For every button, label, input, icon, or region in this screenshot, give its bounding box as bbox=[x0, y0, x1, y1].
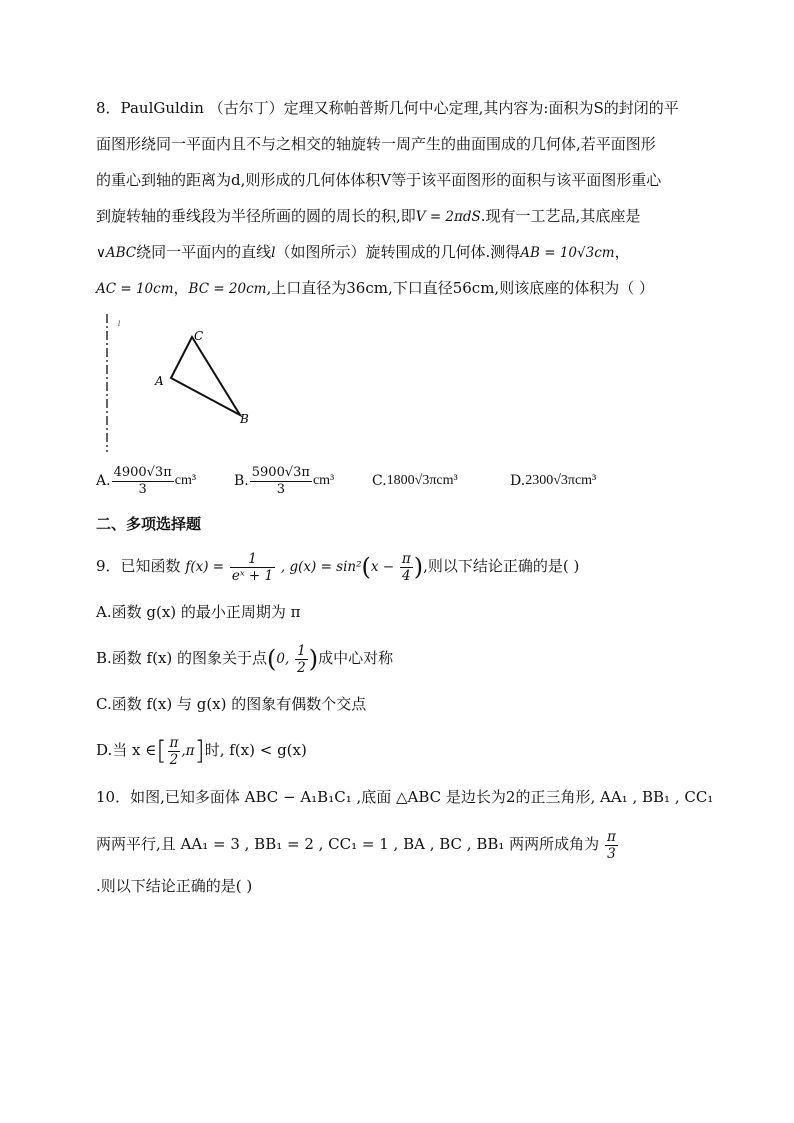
q8-line-6-text: ,上口直径为36cm,下口直径56cm,则该底座的体积为（ ） bbox=[266, 279, 654, 297]
option-b-prefix: B. bbox=[234, 473, 249, 489]
triangle-figure bbox=[96, 306, 296, 456]
q8-line-5-text-b: （如图所示）旋转围成的几何体.测得 bbox=[275, 243, 521, 261]
q8-line-3: 的重心到轴的距离为d,则形成的几何体体积V等于该平面图形的面积与该平面图形重心 bbox=[96, 171, 662, 189]
question-8 bbox=[96, 90, 706, 506]
q9-option-d-post: 时, f(x) < g(x) bbox=[204, 741, 307, 759]
q9-option-d-denominator: 2 bbox=[169, 751, 179, 768]
q8-line-1: 8．PaulGuldin （古尔丁）定理又称帕普斯几何中心定理,其内容为:面积为S的封闭的平 bbox=[96, 99, 679, 117]
q8-line-6-sep: ， bbox=[173, 279, 189, 297]
q10-angle-denominator: 3 bbox=[607, 845, 616, 862]
q9-option-d-open-bracket: [ bbox=[156, 736, 167, 766]
q8-options bbox=[96, 456, 706, 506]
q9-option-c[interactable]: C.函数 f(x) 与 g(x) 的图象有偶数个交点 bbox=[96, 695, 367, 713]
option-b-numerator: 5900√3π bbox=[251, 464, 310, 480]
option-a-unit: cm³ bbox=[174, 473, 197, 488]
q9-suffix: ,则以下结论正确的是( ) bbox=[423, 557, 580, 575]
q9-option-b[interactable] bbox=[96, 634, 706, 682]
q9-g-close-paren: ) bbox=[413, 553, 424, 581]
q9-g-denominator: 4 bbox=[402, 567, 411, 584]
option-d-value: 2300√3πcm³ bbox=[525, 473, 597, 488]
question-10 bbox=[96, 774, 714, 904]
q9-option-d-pre: D.当 x ∈ bbox=[96, 741, 157, 759]
vertex-label-a: A bbox=[155, 374, 164, 388]
q8-line-2: 面图形绕同一平面内且不与之相交的轴旋转一周产生的曲面围成的几何体,若平面图形 bbox=[96, 135, 656, 153]
ab-length: AB = 10√3cm bbox=[520, 245, 615, 261]
q9-f-lhs: f(x) = bbox=[185, 559, 225, 575]
q9-option-b-denominator: 2 bbox=[297, 659, 306, 676]
q9-option-b-post: 成中心对称 bbox=[318, 649, 394, 667]
axis-label-l: l bbox=[118, 320, 121, 328]
q9-option-a[interactable]: A.函数 g(x) 的最小正周期为 π bbox=[96, 603, 301, 621]
q9-option-d-fraction bbox=[168, 735, 181, 768]
q10-line-1: 10．如图,已知多面体 ABC − A₁B₁C₁ ,底面 △ABC 是边长为2的正三角形, AA₁ , BB₁ , CC₁ bbox=[96, 788, 714, 806]
q9-option-b-fraction bbox=[295, 643, 308, 676]
q10-line-2-text: 两两平行,且 AA₁ = 3 , BB₁ = 2 , CC₁ = 1 , BA , BC , BB₁ 两两所成角为 bbox=[96, 835, 600, 853]
q9-option-b-open-paren: ( bbox=[267, 645, 277, 673]
q8-line-4-text-a: 到旋转轴的垂线段为半径所画的圆的周长的积,即 bbox=[96, 207, 416, 225]
option-a-numerator: 4900√3π bbox=[113, 464, 172, 480]
q10-angle-fraction bbox=[605, 829, 618, 862]
triangle-diagram bbox=[96, 306, 296, 456]
volume-formula: V = 2πdS bbox=[415, 209, 481, 225]
q8-option-a[interactable] bbox=[96, 456, 196, 506]
section-title-multiple-choice: 二、多项选择题 bbox=[96, 515, 202, 533]
triangle-abc-symbol: ∨ABC bbox=[96, 245, 137, 261]
question-9 bbox=[96, 542, 706, 774]
q9-option-d-numerator: π bbox=[169, 734, 179, 751]
q8-option-c[interactable] bbox=[372, 456, 458, 506]
q9-f-fraction bbox=[230, 551, 275, 584]
q9-g-numerator: π bbox=[401, 550, 411, 567]
q9-g-lhs: , g(x) = sin² bbox=[280, 559, 362, 575]
q9-g-open-paren: ( bbox=[361, 553, 371, 581]
option-b-unit: cm³ bbox=[312, 473, 335, 488]
q8-line-5-text-c: ， bbox=[614, 243, 630, 261]
option-c-prefix: C. bbox=[372, 473, 387, 489]
q9-option-b-close-paren: ) bbox=[308, 645, 319, 673]
q9-option-b-numerator: 1 bbox=[297, 642, 306, 659]
q9-g-fraction bbox=[400, 551, 413, 584]
option-d-prefix: D. bbox=[510, 473, 526, 489]
option-a-prefix: A. bbox=[96, 473, 111, 489]
q9-g-inner: x − bbox=[370, 559, 395, 575]
q9-option-b-pre: B.函数 f(x) 的图象关于点 bbox=[96, 649, 268, 667]
option-a-denominator: 3 bbox=[138, 481, 147, 497]
q9-stem bbox=[96, 542, 706, 590]
line-l-symbol: l bbox=[271, 245, 276, 261]
bc-length: BC = 20cm bbox=[188, 281, 267, 297]
triangle-abc bbox=[171, 337, 240, 415]
vertex-label-c: C bbox=[194, 329, 204, 343]
q8-line-5-text-a: 绕同一平面内的直线 bbox=[136, 243, 272, 261]
q10-line-2 bbox=[96, 820, 706, 868]
question-page bbox=[96, 90, 714, 904]
q9-option-d-mid: ,π bbox=[181, 743, 195, 759]
vertex-label-b: B bbox=[240, 412, 249, 426]
q9-prefix: 9．已知函数 bbox=[96, 557, 181, 575]
q10-angle-numerator: π bbox=[606, 828, 616, 845]
q8-line-5 bbox=[96, 234, 706, 270]
q8-line-6 bbox=[96, 270, 706, 306]
option-b-fraction bbox=[250, 465, 312, 498]
q9-f-denominator: eˣ + 1 bbox=[231, 567, 274, 584]
q8-line-4 bbox=[96, 198, 706, 234]
option-b-denominator: 3 bbox=[276, 481, 285, 497]
q9-f-numerator: 1 bbox=[230, 551, 275, 568]
q8-option-b[interactable] bbox=[234, 456, 334, 506]
ac-length: AC = 10cm bbox=[96, 281, 174, 297]
q8-line-4-text-b: .现有一工艺品,其底座是 bbox=[480, 207, 641, 225]
option-a-fraction bbox=[112, 465, 174, 498]
q9-option-d-close-bracket: ] bbox=[194, 736, 205, 766]
q10-line-3: .则以下结论正确的是( ) bbox=[96, 877, 253, 895]
q8-option-d[interactable] bbox=[510, 456, 596, 506]
option-c-value: 1800√3πcm³ bbox=[386, 473, 458, 488]
q9-option-b-point: 0, bbox=[276, 651, 290, 667]
q9-option-d[interactable] bbox=[96, 726, 706, 774]
